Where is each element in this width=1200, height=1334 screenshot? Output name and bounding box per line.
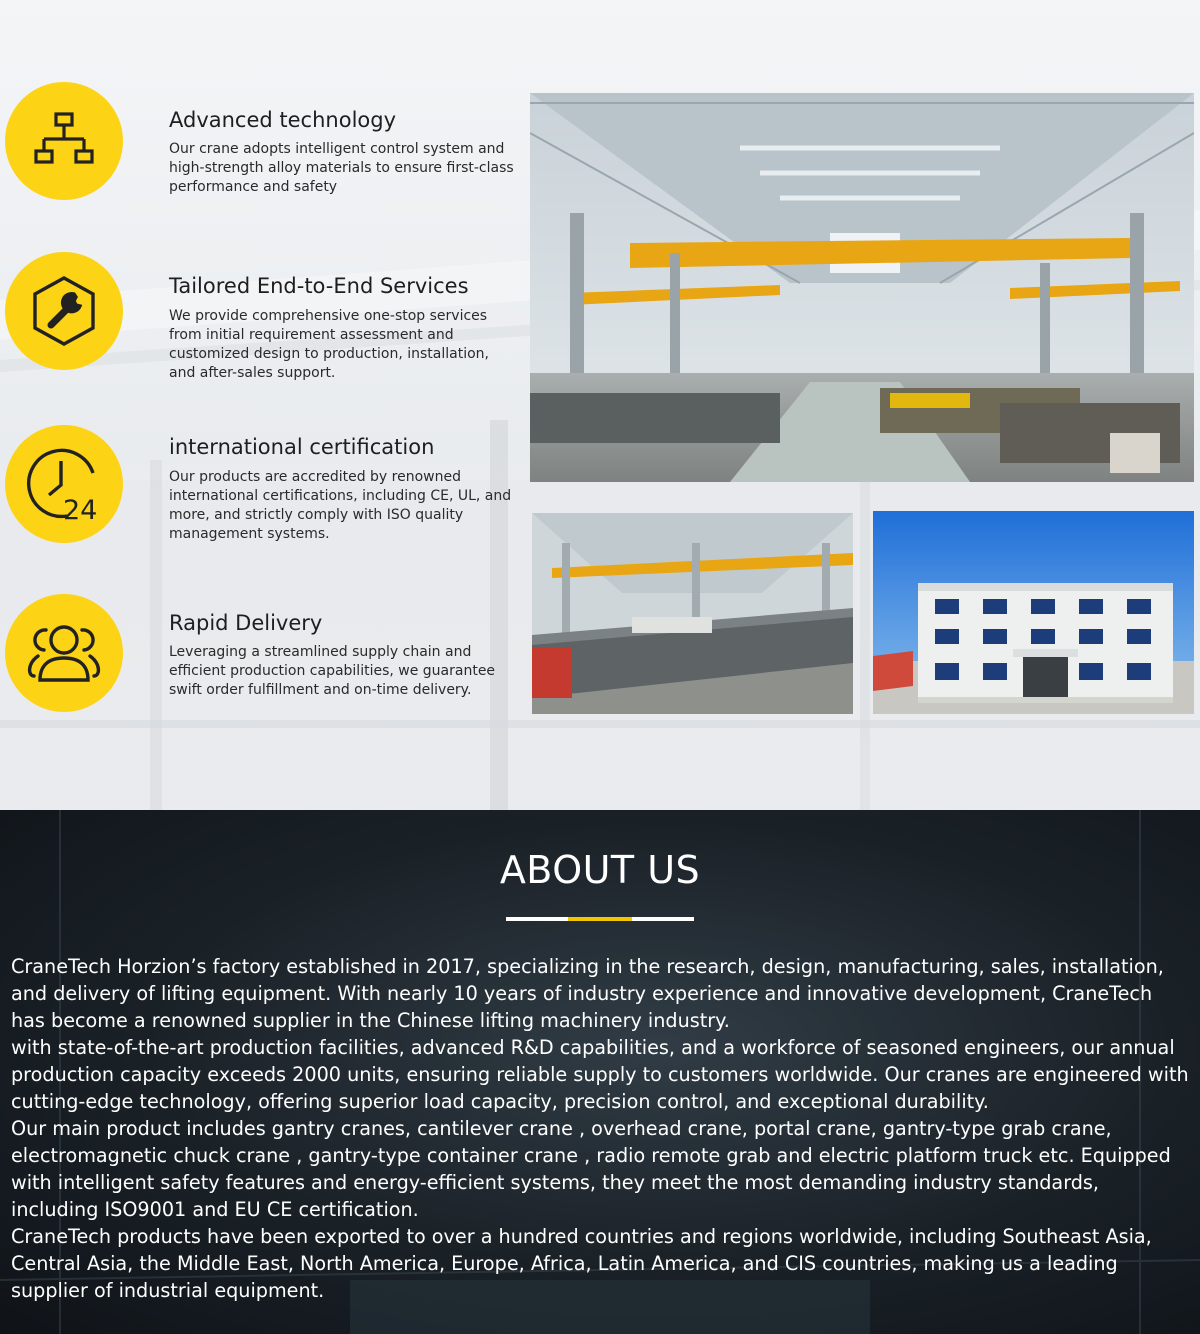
feature-description: Leveraging a streamlined supply chain and efficient production capabilities, we guarantee swift order fulfillment and on-time delivery. [169, 644, 496, 698]
about-paragraph: CraneTech Horzion’s factory established in 2017, specializing in the research, design, manufacturing, sales, installation, and delivery of lifting equipment. With nearly 10 years of industry experience and innovative development, CraneTech has become a renowned supplier in the Chinese lifting machinery industry. [11, 955, 1164, 1032]
laser-cutting-machine-photo [532, 513, 853, 714]
feature-description: Our products are accredited by renowned international certifications, including CE, UL, and more, and strictly comply with ISO quality management systems. [169, 469, 512, 542]
feature-description: We provide comprehensive one-stop services from initial requirement assessment and customized design to production, installation, and after-sales support. [169, 308, 489, 381]
about-paragraph: Our main product includes gantry cranes, cantilever crane , overhead crane, portal crane, gantry-type grab crane, electromagnetic chuck crane , gantry-type container crane , radio remote grab and electric platform truck etc. Equipped with intelligent safety features and energy-efficient systems, they meet the most demanding industry standards, including ISO9001 and EU CE certification. [11, 1117, 1171, 1221]
about-text [11, 953, 1191, 1304]
divider-accent [568, 917, 632, 921]
feature-title: international certification [169, 435, 435, 459]
icon-24-label: 24 [63, 495, 98, 525]
feature-advanced-technology [0, 82, 520, 202]
wrench-hexagon-icon [5, 252, 123, 370]
about-title: ABOUT US [499, 848, 701, 892]
about-section [0, 810, 1200, 1334]
feature-tailored-services [0, 252, 520, 392]
feature-international-certification [0, 425, 520, 550]
feature-rapid-delivery [0, 594, 520, 714]
clock-24-icon [5, 425, 123, 543]
flowchart-icon [5, 82, 123, 200]
about-paragraph: CraneTech products have been exported to over a hundred countries and regions worldwide, including Southeast Asia, Central Asia, the Middle East, North America, Europe, Africa, Latin America, and CIS countries, making us a leading supplier of industrial equipment. [11, 1225, 1152, 1302]
feature-title: Advanced technology [169, 108, 397, 132]
title-divider [506, 917, 694, 921]
about-paragraph: with state-of-the-art production facilities, advanced R&D capabilities, and a workforce of seasoned engineers, our annual production capacity exceeds 2000 units, ensuring reliable supply to customers worldwide. Our cranes are engineered with cutting-edge technology, offering superior load capacity, precision control, and exceptional durability. [11, 1036, 1189, 1113]
feature-title: Tailored End-to-End Services [169, 274, 469, 298]
feature-title: Rapid Delivery [169, 611, 323, 635]
feature-description: Our crane adopts intelligent control system and high-strength alloy materials to ensure first-class performance and safety [169, 141, 514, 195]
office-building-photo [873, 511, 1194, 714]
users-icon [5, 594, 123, 712]
factory-interior-photo [530, 93, 1194, 482]
